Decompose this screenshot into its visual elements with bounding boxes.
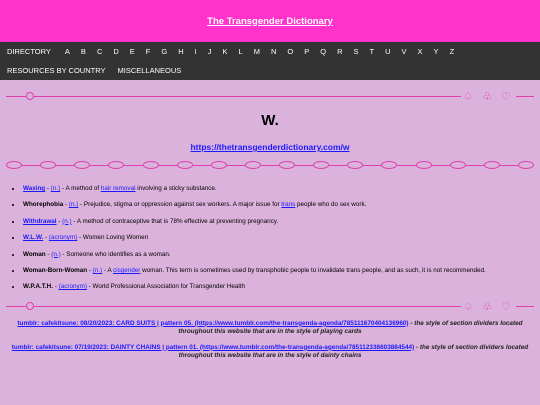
divider-line — [6, 96, 534, 97]
chain-beads — [6, 161, 534, 169]
part-of-speech-link[interactable]: (n.) — [92, 266, 103, 274]
part-of-speech-link[interactable]: (n.) — [51, 250, 61, 258]
term-name: W.P.A.T.H. — [23, 283, 53, 291]
nav-row-directory — [0, 42, 540, 61]
nav-item-h[interactable]: H — [178, 47, 184, 56]
divider-ring — [26, 302, 34, 310]
part-of-speech-link[interactable]: (acronym) — [58, 283, 87, 291]
card-suits-icon: ♤ ♧ ♡ — [463, 300, 514, 313]
nav-item-j[interactable]: J — [207, 47, 212, 56]
credit-note: - the style of section dividers located throughout this website that are in the style of playing cards — [178, 319, 523, 335]
dainty-chain-divider — [6, 161, 534, 171]
site-header — [0, 0, 540, 42]
chain-bead — [74, 161, 90, 169]
term-entry: • Withdrawal - (n.) - A method of contraceptive that is 78% effective at preventing pregnancy. — [22, 218, 540, 226]
definition-link[interactable]: cisgender — [113, 266, 141, 274]
chain-bead — [484, 161, 500, 169]
nav-item-resources-by-country[interactable]: RESOURCES BY COUNTRY — [7, 66, 106, 75]
nav-item-e[interactable]: E — [129, 47, 135, 56]
part-of-speech-link[interactable]: (n.) — [50, 185, 61, 192]
credit-link[interactable]: tumblr: cafekitsune: 08/20/2023: CARD SUITS | pattern 05. (https://www.tumblr.com/the-transgenda-agenda/785111670404136960) — [17, 319, 409, 327]
chain-bead — [381, 161, 397, 169]
term-list — [0, 185, 540, 291]
part-of-speech-link[interactable]: (acronym) — [48, 234, 78, 242]
credit-entry — [6, 320, 534, 336]
nav-item-q[interactable]: Q — [320, 47, 327, 56]
card-suits-divider — [0, 90, 540, 102]
credit-link[interactable]: tumblr: cafekitsune: 07/19/2023: DAINTY CHAINS | pattern 01. (https://www.tumblr.com/the-transgenda-agenda/785112338603884544) — [11, 343, 415, 351]
nav-item-p[interactable]: P — [304, 47, 310, 56]
page-url-link[interactable]: https://thetransgenderdictionary.com/w — [190, 142, 350, 152]
nav-item-r[interactable]: R — [337, 47, 343, 56]
nav-item-y[interactable]: Y — [433, 47, 439, 56]
chain-bead — [6, 161, 22, 169]
page-url — [0, 142, 540, 152]
nav-item-k[interactable]: K — [222, 47, 228, 56]
term-name[interactable]: Withdrawal — [23, 217, 57, 225]
term-entry: • W.P.A.T.H. - (acronym) - World Professional Association for Transgender Health — [22, 283, 540, 291]
nav-item-c[interactable]: C — [96, 47, 103, 56]
nav-item-miscellaneous[interactable]: MISCELLANEOUS — [117, 66, 182, 75]
nav-item-n[interactable]: N — [270, 47, 277, 56]
nav-item-f[interactable]: F — [145, 47, 151, 56]
definition-link[interactable]: trans — [281, 201, 296, 209]
term-name: Whorephobia — [23, 201, 64, 209]
nav-row-sections — [0, 61, 540, 80]
card-suits-divider-bottom — [0, 300, 540, 312]
term-entry: • Woman - (n.) - Someone who identifies as a woman. — [22, 251, 540, 259]
nav-item-directory[interactable]: DIRECTORY — [7, 47, 51, 56]
nav-item-l[interactable]: L — [238, 47, 243, 56]
credit-entry — [6, 344, 534, 360]
nav-item-b[interactable]: B — [80, 47, 86, 56]
chain-bead — [450, 161, 466, 169]
chain-bead — [347, 161, 363, 169]
term-entry: • W.L.W. - (acronym) - Women Loving Women — [22, 234, 540, 242]
term-name: Woman-Born-Woman — [23, 266, 88, 274]
chain-bead — [279, 161, 295, 169]
chain-bead — [211, 161, 227, 169]
chain-bead — [108, 161, 124, 169]
nav-item-s[interactable]: S — [353, 47, 359, 56]
divider-ring — [26, 92, 34, 100]
site-title-link[interactable]: The Transgender Dictionary — [207, 15, 333, 27]
nav-item-z[interactable]: Z — [449, 47, 455, 56]
credits-section — [0, 320, 540, 360]
part-of-speech-link[interactable]: (n.) — [62, 217, 72, 225]
chain-bead — [177, 161, 193, 169]
chain-bead — [313, 161, 329, 169]
nav-item-u[interactable]: U — [385, 47, 391, 56]
nav-item-g[interactable]: G — [161, 47, 168, 56]
chain-bead — [40, 161, 56, 169]
chain-bead — [518, 161, 534, 169]
card-suits-icon: ♤ ♧ ♡ — [463, 91, 514, 103]
nav-item-t[interactable]: T — [369, 47, 375, 56]
nav-item-v[interactable]: V — [401, 47, 407, 56]
top-navigation — [0, 42, 540, 80]
term-name: Woman — [23, 250, 46, 258]
nav-item-d[interactable]: D — [113, 47, 119, 56]
nav-item-m[interactable]: M — [253, 47, 260, 56]
page-title: W. — [261, 112, 279, 129]
term-entry: • Whorephobia - (n.) - Prejudice, stigma or oppression against sex workers. A major issue for trans people who do sex work. — [22, 201, 540, 209]
credit-note: - the style of section dividers located throughout this website that are in the style of dainty chains — [178, 343, 529, 359]
nav-item-i[interactable]: I — [194, 47, 197, 56]
nav-item-o[interactable]: O — [287, 47, 294, 56]
nav-item-a[interactable]: A — [64, 47, 70, 56]
part-of-speech-link[interactable]: (n.) — [68, 201, 79, 209]
term-name[interactable]: W.L.W. — [23, 234, 44, 242]
chain-bead — [245, 161, 261, 169]
nav-item-x[interactable]: X — [417, 47, 423, 56]
definition-link[interactable]: hair removal — [100, 185, 136, 192]
chain-bead — [143, 161, 159, 169]
term-entry: • Woman-Born-Woman - (n.) - A cisgender woman. This term is sometimes used by transphobic people to invalidate trans people, and as such, it is not recommended. — [22, 267, 540, 275]
term-name[interactable]: Waxing — [23, 185, 46, 192]
chain-bead — [416, 161, 432, 169]
term-entry: • Waxing - (n.) - A method of hair removal involving a sticky substance. — [22, 185, 540, 193]
